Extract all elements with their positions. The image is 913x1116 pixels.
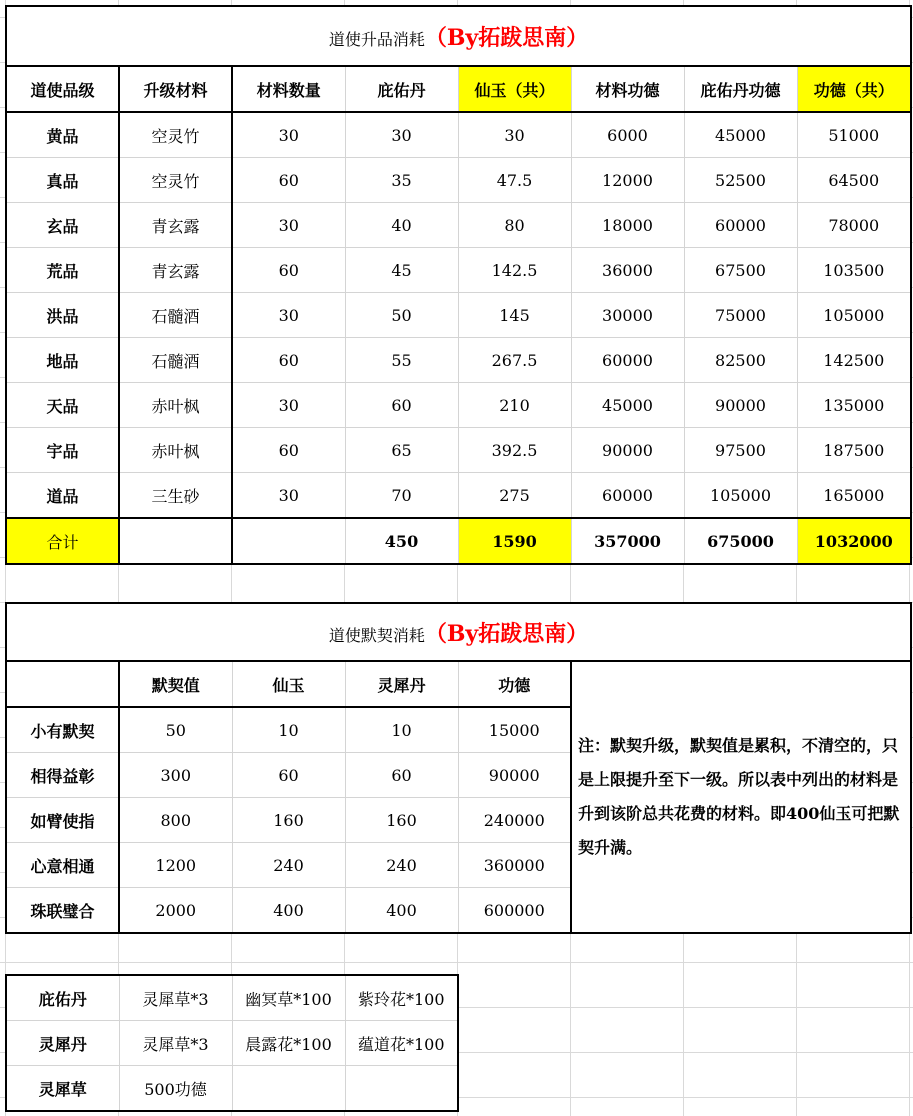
value-cell[interactable]: 67500: [684, 248, 797, 293]
value-cell[interactable]: 65: [345, 428, 458, 473]
value-cell[interactable]: 64500: [797, 158, 911, 203]
grade-cell[interactable]: 黄品: [6, 112, 119, 158]
value-cell[interactable]: 160: [232, 798, 345, 843]
value-cell[interactable]: 30: [458, 112, 571, 158]
recipe-ingredient-cell[interactable]: 蕴道花*100: [345, 1021, 458, 1066]
table-row: [6, 428, 911, 473]
value-cell[interactable]: 82500: [684, 338, 797, 383]
value-cell[interactable]: 30: [232, 112, 345, 158]
bond-level-cell[interactable]: 珠联璧合: [6, 888, 119, 934]
total-cell[interactable]: [232, 518, 345, 564]
value-cell[interactable]: 400: [232, 888, 345, 934]
upgrade-title: 道使升品消耗: [328, 29, 425, 49]
value-cell[interactable]: 90000: [684, 383, 797, 428]
value-cell[interactable]: 90000: [571, 428, 684, 473]
value-cell[interactable]: 800: [119, 798, 232, 843]
recipe-ingredient-cell[interactable]: 幽冥草*100: [232, 975, 345, 1021]
value-cell[interactable]: 392.5: [458, 428, 571, 473]
recipe-ingredient-cell[interactable]: [345, 1066, 458, 1112]
material-cell[interactable]: 赤叶枫: [119, 383, 232, 428]
recipe-ingredient-cell[interactable]: [232, 1066, 345, 1112]
value-cell[interactable]: 47.5: [458, 158, 571, 203]
value-cell[interactable]: 45: [345, 248, 458, 293]
bond-level-cell[interactable]: 相得益彰: [6, 753, 119, 798]
total-cell[interactable]: 357000: [571, 518, 684, 564]
value-cell[interactable]: 105000: [797, 293, 911, 338]
value-cell[interactable]: 50: [345, 293, 458, 338]
value-cell[interactable]: 142500: [797, 338, 911, 383]
value-cell[interactable]: 103500: [797, 248, 911, 293]
material-cell[interactable]: 赤叶枫: [119, 428, 232, 473]
header-cell[interactable]: 材料功德: [571, 66, 684, 112]
material-cell[interactable]: 青玄露: [119, 248, 232, 293]
value-cell[interactable]: 18000: [571, 203, 684, 248]
value-cell[interactable]: 30: [232, 383, 345, 428]
header-cell[interactable]: 道使品级: [6, 66, 119, 112]
header-cell[interactable]: 仙玉（共）: [458, 66, 571, 112]
grade-cell[interactable]: 玄品: [6, 203, 119, 248]
value-cell[interactable]: 45000: [684, 112, 797, 158]
grade-cell[interactable]: 地品: [6, 338, 119, 383]
value-cell[interactable]: 135000: [797, 383, 911, 428]
material-cell[interactable]: 青玄露: [119, 203, 232, 248]
value-cell[interactable]: 36000: [571, 248, 684, 293]
upgrade-title-cell[interactable]: [6, 6, 911, 66]
material-cell[interactable]: 三生砂: [119, 473, 232, 519]
recipe-item-cell[interactable]: 灵犀草: [6, 1066, 119, 1112]
total-label-cell[interactable]: 合计: [6, 518, 119, 564]
value-cell[interactable]: 240000: [458, 798, 571, 843]
header-cell[interactable]: [6, 661, 119, 707]
value-cell[interactable]: 90000: [458, 753, 571, 798]
total-cell[interactable]: 450: [345, 518, 458, 564]
upgrade-cost-table: [5, 5, 912, 565]
material-cell[interactable]: 空灵竹: [119, 158, 232, 203]
value-cell[interactable]: 60: [232, 158, 345, 203]
value-cell[interactable]: 60000: [684, 203, 797, 248]
bond-note[interactable]: 注：默契升级，默契值是累积，不清空的，只是上限提升至下一级。所以表中列出的材料是升到该阶总共花费的材料。即400仙玉可把默契升满。: [571, 661, 911, 933]
grade-cell[interactable]: 宇品: [6, 428, 119, 473]
table-row: [6, 338, 911, 383]
header-cell[interactable]: 庇佑丹: [345, 66, 458, 112]
grade-cell[interactable]: 荒品: [6, 248, 119, 293]
value-cell[interactable]: 12000: [571, 158, 684, 203]
recipe-item-cell[interactable]: 灵犀丹: [6, 1021, 119, 1066]
table-row: [6, 293, 911, 338]
total-cell[interactable]: 1032000: [797, 518, 911, 564]
value-cell[interactable]: 52500: [684, 158, 797, 203]
value-cell[interactable]: 30: [232, 203, 345, 248]
value-cell[interactable]: 275: [458, 473, 571, 519]
recipe-ingredient-cell[interactable]: 晨露花*100: [232, 1021, 345, 1066]
value-cell[interactable]: 60: [232, 428, 345, 473]
value-cell[interactable]: 240: [345, 843, 458, 888]
table-row: [6, 248, 911, 293]
recipe-table: [5, 974, 459, 1112]
bond-title-cell[interactable]: [6, 603, 911, 661]
grade-cell[interactable]: 天品: [6, 383, 119, 428]
value-cell[interactable]: 30: [345, 112, 458, 158]
value-cell[interactable]: 70: [345, 473, 458, 519]
value-cell[interactable]: 142.5: [458, 248, 571, 293]
table-row: [6, 203, 911, 248]
total-cell[interactable]: [119, 518, 232, 564]
value-cell[interactable]: 10: [345, 707, 458, 753]
material-cell[interactable]: 石髓酒: [119, 338, 232, 383]
value-cell[interactable]: 240: [232, 843, 345, 888]
upgrade-header-row: [6, 66, 911, 112]
value-cell[interactable]: 97500: [684, 428, 797, 473]
recipe-ingredient-cell[interactable]: 灵犀草*3: [119, 975, 232, 1021]
header-cell[interactable]: 仙玉: [232, 661, 345, 707]
header-cell[interactable]: 材料数量: [232, 66, 345, 112]
total-cell[interactable]: 1590: [458, 518, 571, 564]
upgrade-author: （By拓跋思南）: [424, 24, 589, 51]
value-cell[interactable]: 6000: [571, 112, 684, 158]
recipe-item-cell[interactable]: 庇佑丹: [6, 975, 119, 1021]
value-cell[interactable]: 267.5: [458, 338, 571, 383]
bond-level-cell[interactable]: 如臂使指: [6, 798, 119, 843]
table-row: [6, 473, 911, 519]
value-cell[interactable]: 60000: [571, 473, 684, 519]
value-cell[interactable]: 160: [345, 798, 458, 843]
header-cell[interactable]: 功德（共）: [797, 66, 911, 112]
value-cell[interactable]: 50: [119, 707, 232, 753]
table-row: [6, 1066, 458, 1112]
material-cell[interactable]: 石髓酒: [119, 293, 232, 338]
value-cell[interactable]: 40: [345, 203, 458, 248]
value-cell[interactable]: 30: [232, 293, 345, 338]
value-cell[interactable]: 75000: [684, 293, 797, 338]
value-cell[interactable]: 165000: [797, 473, 911, 519]
recipe-ingredient-cell[interactable]: 紫玲花*100: [345, 975, 458, 1021]
value-cell[interactable]: 10: [232, 707, 345, 753]
header-cell[interactable]: 默契值: [119, 661, 232, 707]
value-cell[interactable]: 60: [232, 338, 345, 383]
value-cell[interactable]: 145: [458, 293, 571, 338]
value-cell[interactable]: 35: [345, 158, 458, 203]
value-cell[interactable]: 51000: [797, 112, 911, 158]
value-cell[interactable]: 105000: [684, 473, 797, 519]
total-cell[interactable]: 675000: [684, 518, 797, 564]
value-cell[interactable]: 80: [458, 203, 571, 248]
value-cell[interactable]: 360000: [458, 843, 571, 888]
bond-header-row: [6, 661, 911, 707]
bond-author: （By拓跋思南）: [424, 620, 589, 647]
value-cell[interactable]: 78000: [797, 203, 911, 248]
bond-level-cell[interactable]: 小有默契: [6, 707, 119, 753]
grade-cell[interactable]: 真品: [6, 158, 119, 203]
value-cell[interactable]: 60: [345, 383, 458, 428]
value-cell[interactable]: 30000: [571, 293, 684, 338]
table-row: [6, 112, 911, 158]
value-cell[interactable]: 15000: [458, 707, 571, 753]
material-cell[interactable]: 空灵竹: [119, 112, 232, 158]
bond-title: 道使默契消耗: [328, 625, 425, 645]
value-cell[interactable]: 60: [345, 753, 458, 798]
value-cell[interactable]: 60000: [571, 338, 684, 383]
value-cell[interactable]: 30: [232, 473, 345, 519]
header-cell[interactable]: 升级材料: [119, 66, 232, 112]
value-cell[interactable]: 60: [232, 753, 345, 798]
value-cell[interactable]: 1200: [119, 843, 232, 888]
value-cell[interactable]: 55: [345, 338, 458, 383]
value-cell[interactable]: 45000: [571, 383, 684, 428]
header-cell[interactable]: 功德: [458, 661, 571, 707]
value-cell[interactable]: 600000: [458, 888, 571, 934]
table-row: [6, 975, 458, 1021]
table-row: [6, 383, 911, 428]
table-row: [6, 1021, 458, 1066]
value-cell[interactable]: 2000: [119, 888, 232, 934]
table-row: [6, 158, 911, 203]
header-cell[interactable]: 灵犀丹: [345, 661, 458, 707]
value-cell[interactable]: 210: [458, 383, 571, 428]
header-cell[interactable]: 庇佑丹功德: [684, 66, 797, 112]
recipe-ingredient-cell[interactable]: 灵犀草*3: [119, 1021, 232, 1066]
recipe-ingredient-cell[interactable]: 500功德: [119, 1066, 232, 1112]
bond-cost-table: [5, 602, 912, 934]
bond-level-cell[interactable]: 心意相通: [6, 843, 119, 888]
value-cell[interactable]: 187500: [797, 428, 911, 473]
value-cell[interactable]: 60: [232, 248, 345, 293]
value-cell[interactable]: 300: [119, 753, 232, 798]
grade-cell[interactable]: 道品: [6, 473, 119, 519]
value-cell[interactable]: 400: [345, 888, 458, 934]
total-row: [6, 518, 911, 564]
grade-cell[interactable]: 洪品: [6, 293, 119, 338]
